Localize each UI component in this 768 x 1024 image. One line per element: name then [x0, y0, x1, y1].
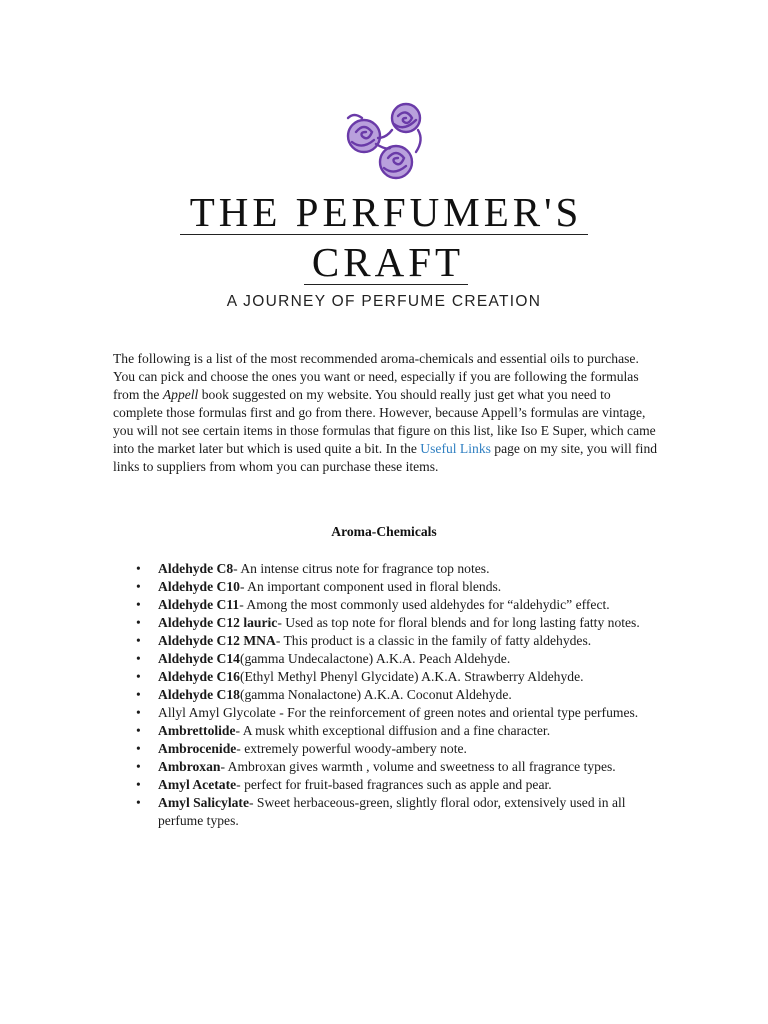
item-name: Amyl Acetate [158, 777, 237, 792]
item-description: - Used as top note for floral blends and for long lasting fatty notes. [277, 615, 640, 630]
useful-links-link[interactable]: Useful Links [420, 441, 491, 456]
item-name: Aldehyde C8 [158, 561, 234, 576]
list-item [158, 776, 648, 794]
title-line-2: CRAFT [304, 240, 468, 285]
list-item [158, 704, 648, 722]
intro-paragraph [113, 350, 658, 476]
item-name: Aldehyde C16 [158, 669, 240, 684]
title-line-1: THE PERFUMER'S [180, 190, 588, 235]
item-name: Aldehyde C12 MNA [158, 633, 276, 648]
list-item [158, 722, 648, 740]
list-item [158, 578, 648, 596]
intro-text-1: The following is a list of the most recommended aroma-chemicals and essential oils to purchase. You can pick and choose the ones you want or need, especially if you are following the formulas from the [113, 351, 639, 402]
item-name: Aldehyde C10 [158, 579, 240, 594]
item-description: - An important component used in floral blends. [239, 579, 502, 594]
list-item [158, 560, 648, 578]
section-heading: Aroma-Chemicals [331, 524, 437, 539]
item-description: - A musk whith exceptional diffusion and a fine character. [235, 723, 551, 738]
list-item [158, 740, 648, 758]
item-description: - An intense citrus note for fragrance top notes. [233, 561, 490, 576]
list-item [158, 668, 648, 686]
item-name: Aldehyde C11 [158, 597, 240, 612]
list-item [158, 614, 648, 632]
book-title: Appell [162, 387, 199, 402]
aroma-chemicals-list [158, 560, 648, 830]
item-name: Aldehyde C18 [158, 687, 240, 702]
item-description: - extremely powerful woody-ambery note. [236, 741, 467, 756]
list-item [158, 650, 648, 668]
item-name: Ambrocenide [158, 741, 237, 756]
list-item [158, 686, 648, 704]
intro-text-2: book suggested on my website. You should really just get what you need to complete those formulas first and go from there. However, because Appell’s formulas are vintage, you will not see certain items in those formulas that figure on this list, like Iso E Super, which came into the market later but which is used quite a bit. In the [113, 387, 656, 456]
item-description: Allyl Amyl Glycolate - For the reinforcement of green notes and oriental type perfumes. [158, 705, 639, 720]
item-description: (Ethyl Methyl Phenyl Glycidate) A.K.A. Strawberry Aldehyde. [239, 669, 584, 684]
list-item [158, 758, 648, 776]
item-description: - This product is a classic in the family of fatty aldehydes. [275, 633, 592, 648]
item-description: - Among the most commonly used aldehydes for “aldehydic” effect. [239, 597, 610, 612]
item-name: Ambroxan [158, 759, 221, 774]
item-description: - Ambroxan gives warmth , volume and sweetness to all fragrance types. [220, 759, 616, 774]
list-item [158, 596, 648, 614]
item-description: - Sweet herbaceous-green, slightly floral odor, extensively used in all perfume types. [158, 795, 626, 828]
intro-text-3: page on my site, you will find links to suppliers from whom you can purchase these items. [113, 441, 658, 474]
document-subtitle: A JOURNEY OF PERFUME CREATION [226, 293, 542, 310]
item-name: Ambrettolide [158, 723, 236, 738]
list-item [158, 794, 648, 830]
item-name: Aldehyde C12 lauric [158, 615, 278, 630]
item-name: Amyl Salicylate [158, 795, 249, 810]
roses-logo-icon [340, 96, 432, 186]
item-description: (gamma Nonalactone) A.K.A. Coconut Aldehyde. [239, 687, 512, 702]
item-description: (gamma Undecalactone) A.K.A. Peach Aldehyde. [239, 651, 511, 666]
list-item [158, 632, 648, 650]
item-name: Aldehyde C14 [158, 651, 240, 666]
item-description: - perfect for fruit-based fragrances such as apple and pear. [236, 777, 552, 792]
